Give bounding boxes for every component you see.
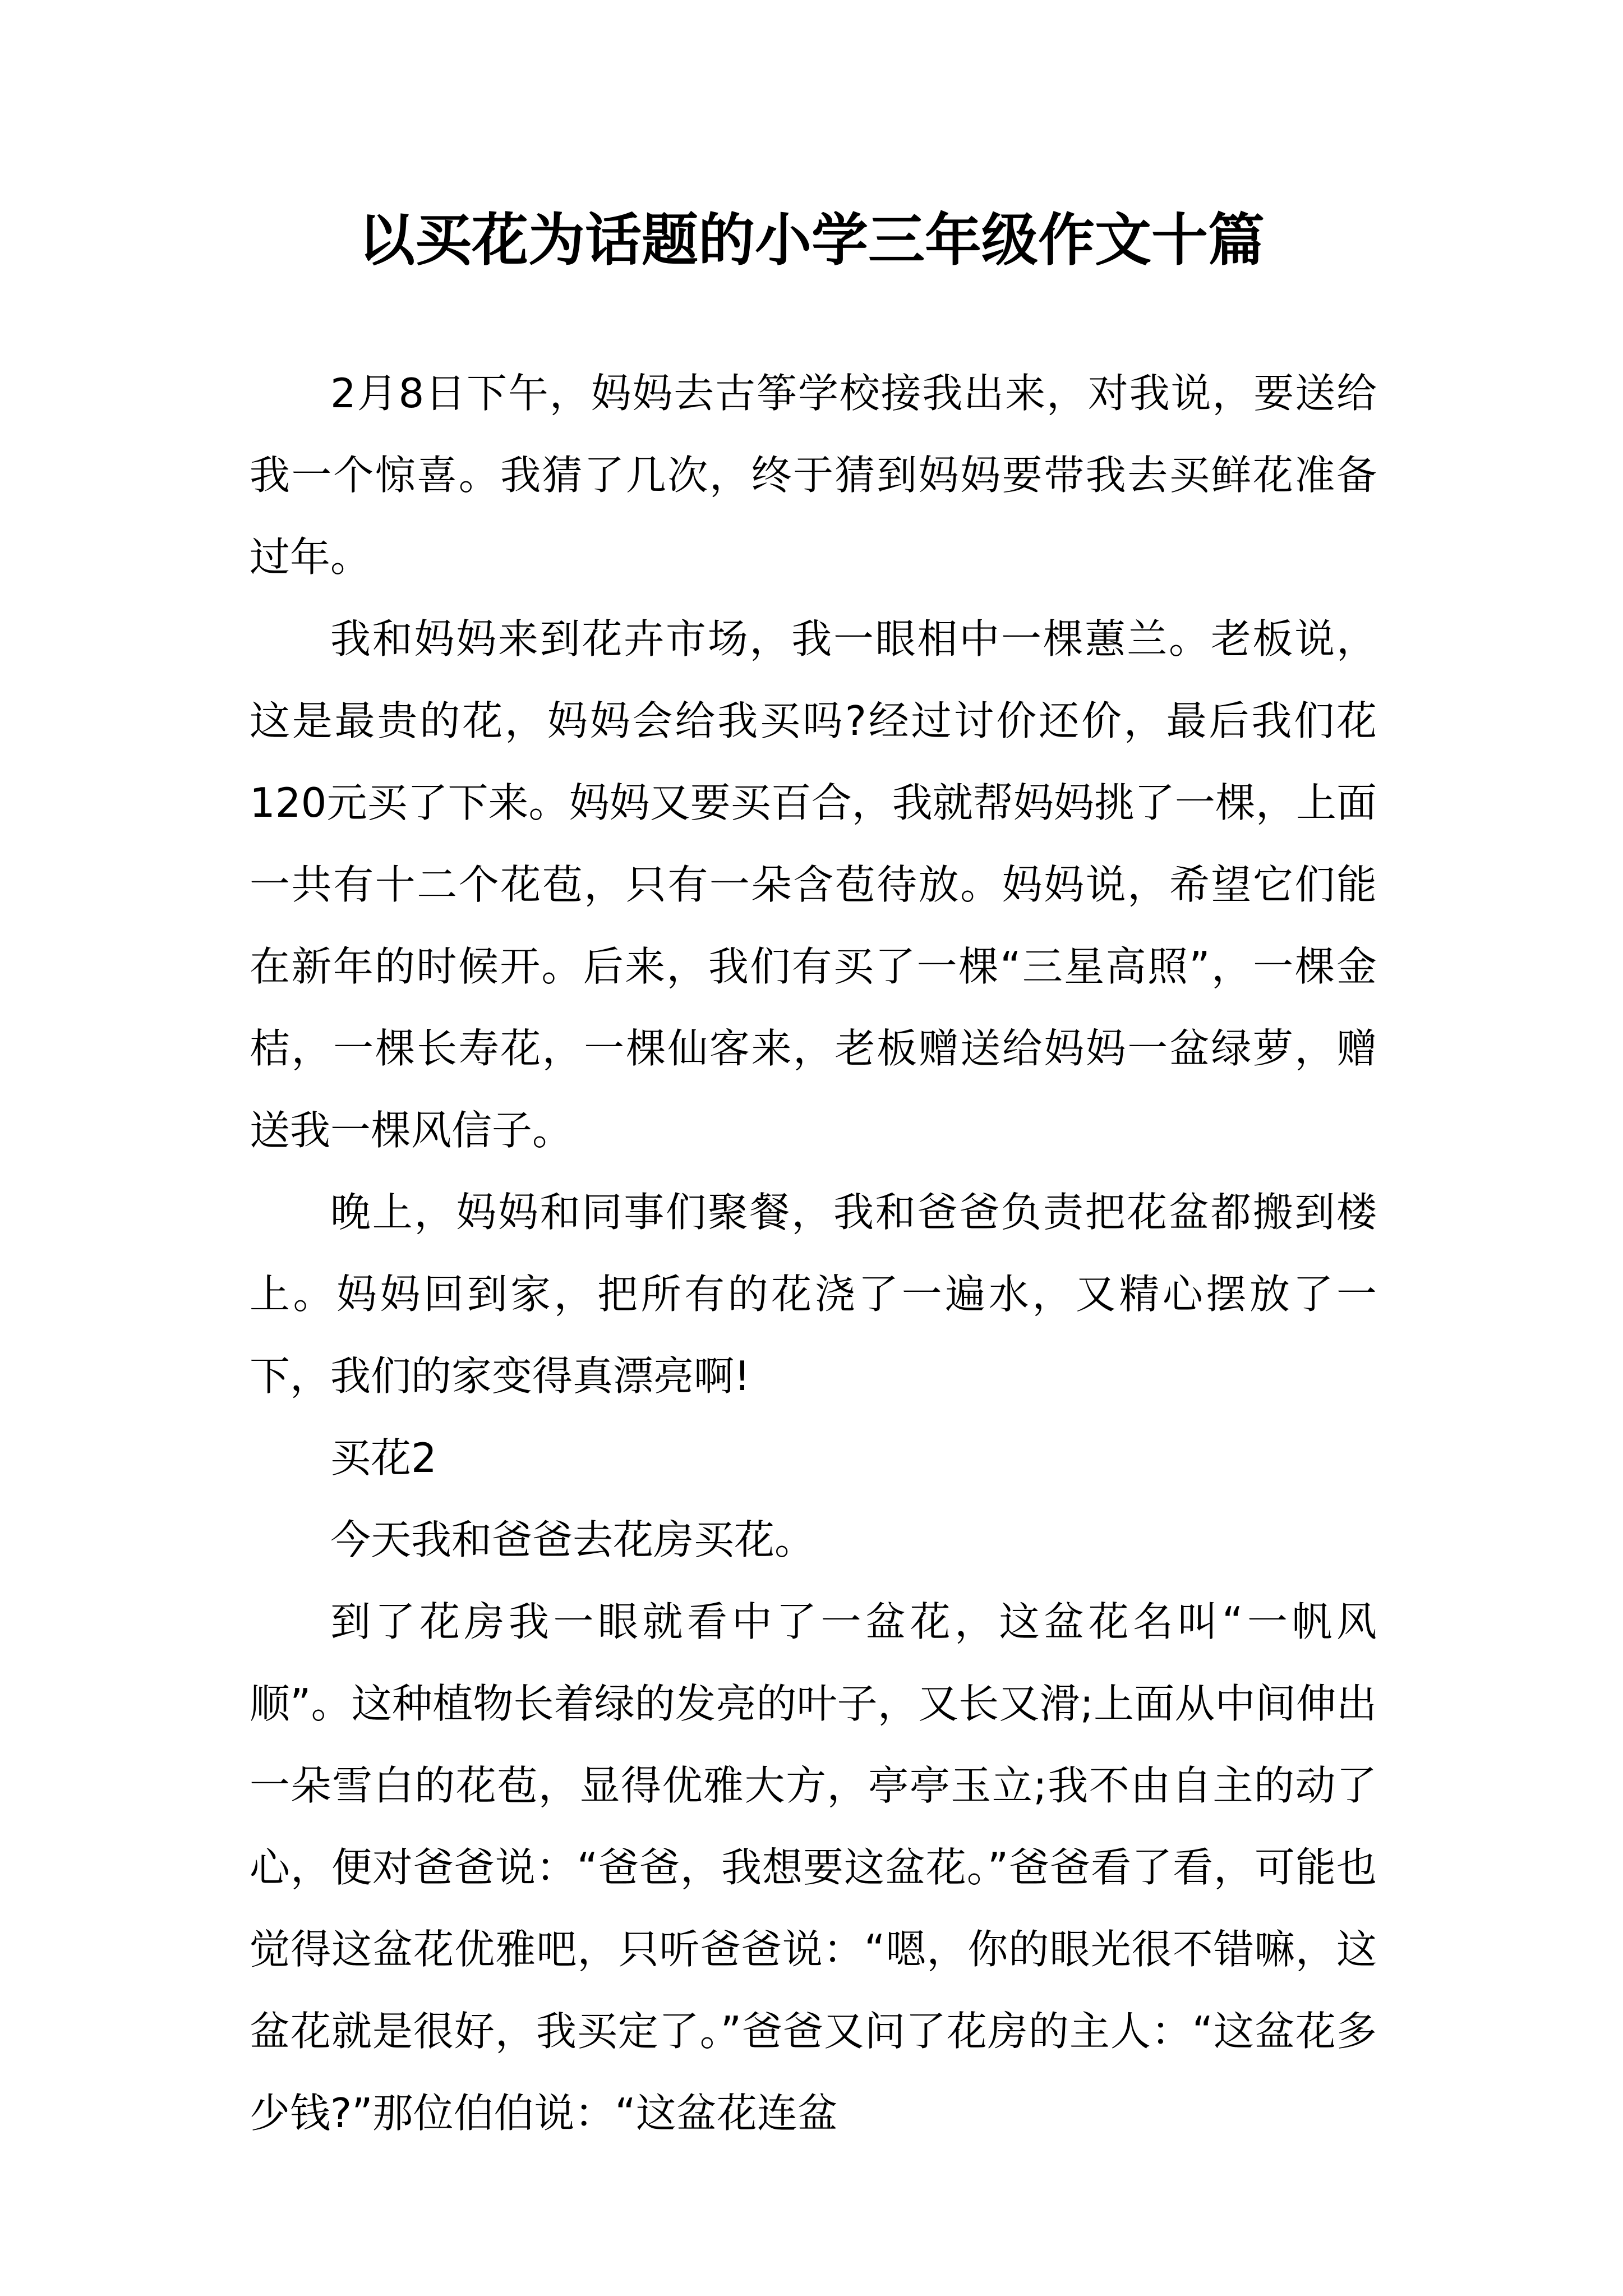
paragraph: 2月8日下午，妈妈去古筝学校接我出来，对我说，要送给我一个惊喜。我猜了几次，终于猜到妈妈要带我去买鲜花准备过年。 bbox=[250, 370, 1377, 581]
paragraph: 今天我和爸爸去花房买花。 bbox=[330, 1516, 815, 1563]
section-heading: 买花2 bbox=[330, 1434, 437, 1481]
document-body bbox=[250, 352, 1377, 2154]
document-title: 以买花为话题的小学三年级作文十篇 bbox=[358, 206, 1265, 273]
paragraph: 我和妈妈来到花卉市场，我一眼相中一棵蕙兰。老板说，这是最贵的花，妈妈会给我买吗?经过讨价还价，最后我们花120元买了下来。妈妈又要买百合，我就帮妈妈挑了一棵，上面一共有十二个花苞，只有一朵含苞待放。妈妈说，希望它们能在新年的时候开。后来，我们有买了一棵“三星高照”，一棵金桔，一棵长寿花，一棵仙客来，老板赠送给妈妈一盆绿萝，赠送我一棵风信子。 bbox=[250, 615, 1377, 1154]
paragraph: 晚上，妈妈和同事们聚餐，我和爸爸负责把花盆都搬到楼上。妈妈回到家，把所有的花浇了一遍水，又精心摆放了一下，我们的家变得真漂亮啊! bbox=[250, 1189, 1377, 1400]
paragraph: 到了花房我一眼就看中了一盆花，这盆花名叫“一帆风顺”。这种植物长着绿的发亮的叶子，又长又滑;上面从中间伸出一朵雪白的花苞，显得优雅大方，亭亭玉立;我不由自主的动了心，便对爸爸说：“爸爸，我想要这盆花。”爸爸看了看，可能也觉得这盆花优雅吧，只听爸爸说：“嗯，你的眼光很不错嘛，这盆花就是很好，我买定了。”爸爸又问了花房的主人：“这盆花多少钱?”那位伯伯说：“这盆花连盆 bbox=[250, 1598, 1377, 2137]
